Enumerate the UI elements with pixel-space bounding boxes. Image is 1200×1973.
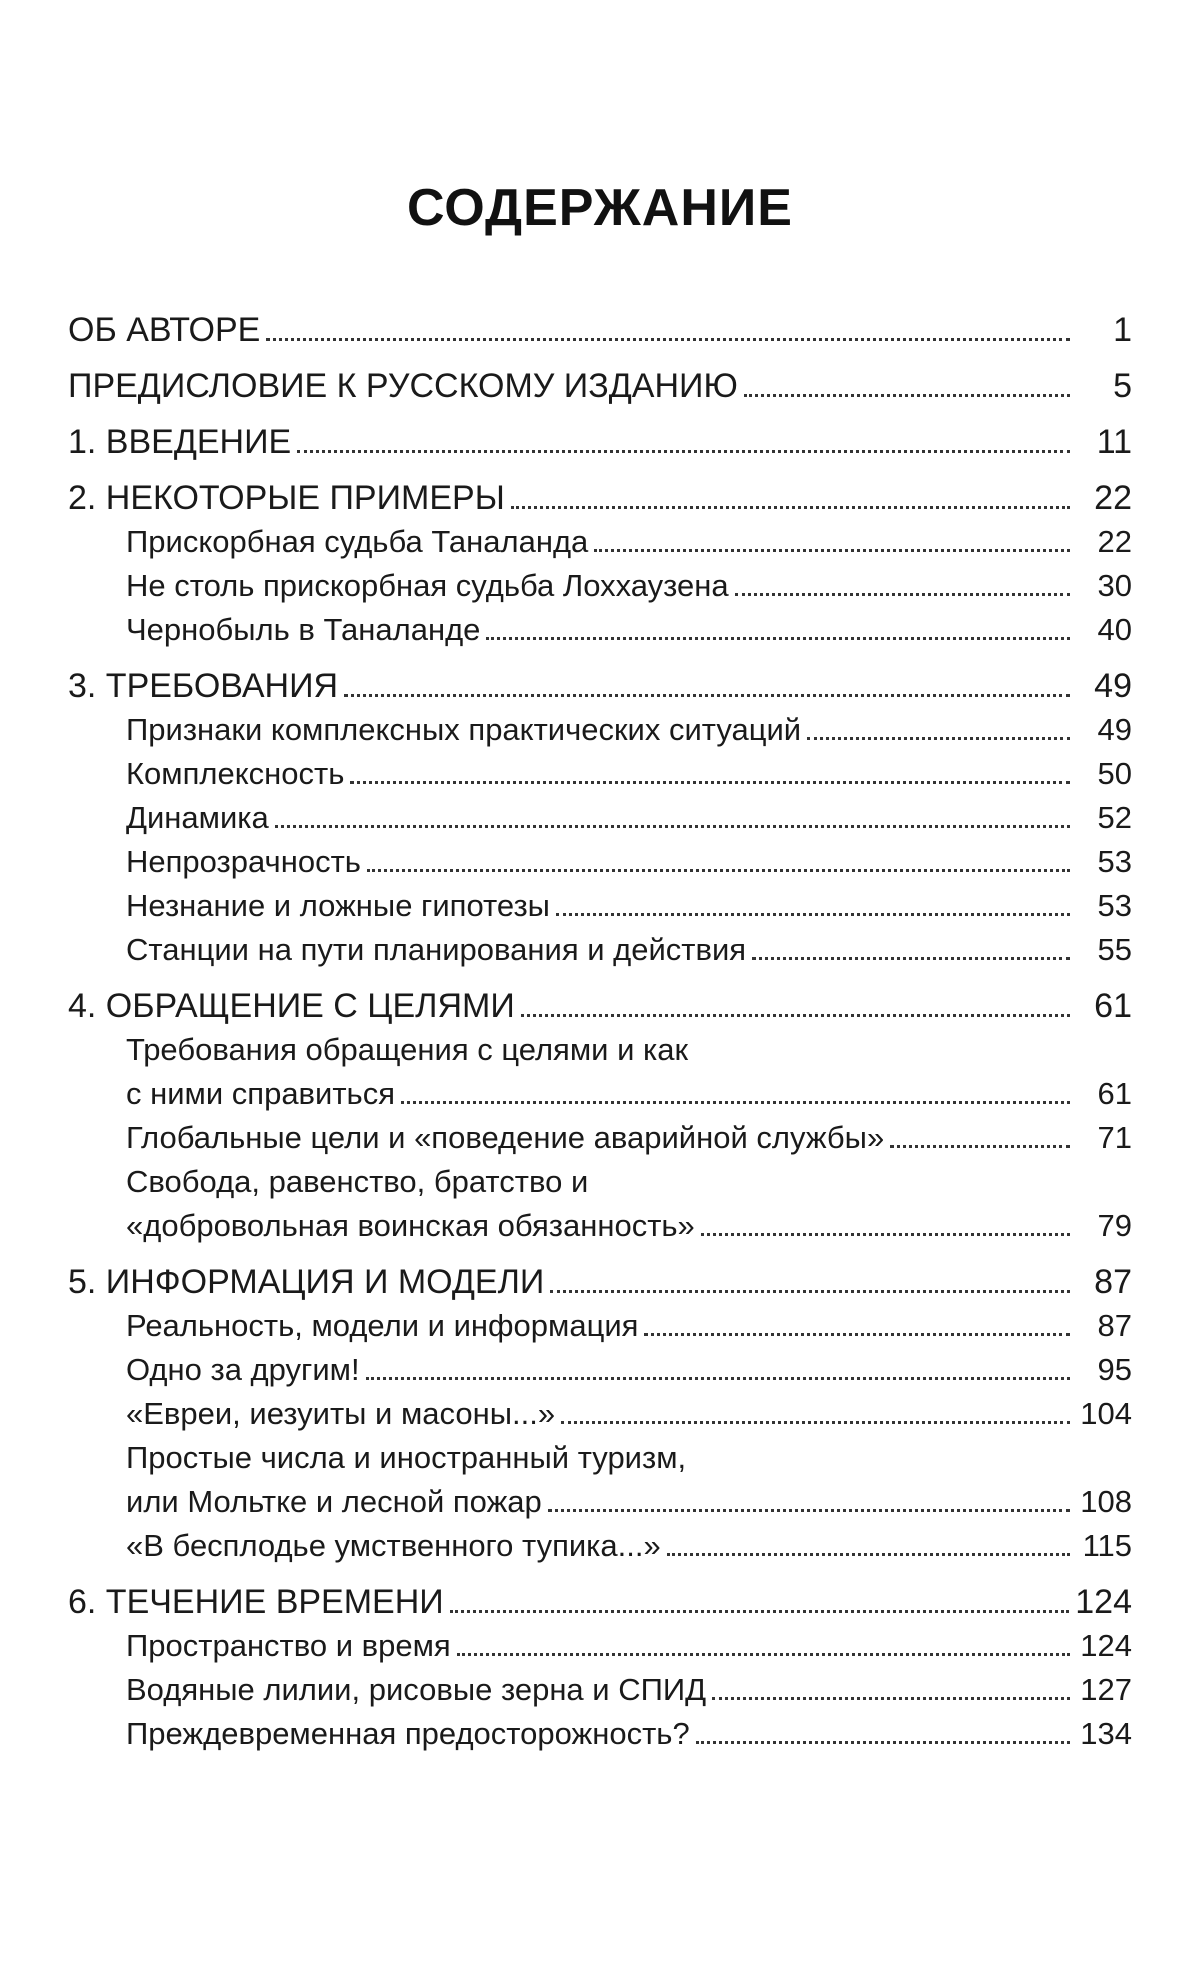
toc-page-number: 124 [1075, 1583, 1132, 1621]
toc-entry-label: «В бесплодье умственного тупика...» [126, 1528, 661, 1563]
toc-entry-label: Преждевременная предосторожность? [126, 1716, 690, 1751]
toc-entry-label: Требования обращения с целями и как [126, 1032, 689, 1067]
toc-entry-label: Не столь прискорбная судьба Лоххаузена [126, 568, 729, 603]
dot-leader [367, 869, 1070, 872]
dot-leader [667, 1553, 1070, 1556]
toc-entry-label: 6. ТЕЧЕНИЕ ВРЕМЕНИ [68, 1583, 444, 1621]
dot-leader [344, 694, 1070, 697]
dot-leader [457, 1653, 1070, 1656]
toc-section-entry [68, 608, 1132, 652]
toc-section-entry [68, 796, 1132, 840]
toc-page-number: 30 [1097, 568, 1132, 603]
toc-entry-label: ОБ АВТОРЕ [68, 311, 261, 349]
toc-entry-label: Комплексность [126, 756, 345, 791]
toc-chapter-entry [68, 308, 1132, 352]
toc-page-number: 50 [1097, 756, 1132, 791]
dot-leader [450, 1610, 1070, 1613]
page-title: СОДЕРЖАНИЕ [407, 179, 793, 237]
toc-page-number: 134 [1080, 1716, 1132, 1751]
toc-entry-label: или Мольтке и лесной пожар [126, 1484, 542, 1519]
toc-page-number: 87 [1097, 1308, 1132, 1343]
toc-page-number: 61 [1094, 987, 1132, 1025]
toc-entry-label: «добровольная воинская обязанность» [126, 1208, 695, 1243]
table-of-contents [68, 308, 1132, 1756]
dot-leader [807, 737, 1070, 740]
toc-section-entry [68, 1668, 1132, 1712]
dot-leader [366, 1377, 1070, 1380]
toc-page-number: 104 [1080, 1396, 1132, 1431]
toc-page-number: 49 [1097, 712, 1132, 747]
toc-entry-label: Станции на пути планирования и действия [126, 932, 747, 967]
dot-leader [521, 1014, 1070, 1017]
toc-entry-label: Глобальные цели и «поведение аварийной службы» [126, 1120, 885, 1155]
toc-page-number: 55 [1097, 932, 1132, 967]
toc-section-entry [68, 1392, 1132, 1436]
toc-entry-label: Свобода, равенство, братство и [126, 1164, 589, 1199]
dot-leader [752, 957, 1070, 960]
toc-section-entry [68, 1160, 1132, 1204]
toc-entry-label: 1. ВВЕДЕНИЕ [68, 423, 292, 461]
toc-chapter-entry [68, 1260, 1132, 1304]
toc-section-entry [68, 1624, 1132, 1668]
toc-section-entry [68, 1712, 1132, 1756]
dot-leader [594, 549, 1070, 552]
toc-page-number: 40 [1097, 612, 1132, 647]
toc-page-number: 49 [1094, 667, 1132, 705]
toc-entry-label: Незнание и ложные гипотезы [126, 888, 550, 923]
dot-leader [890, 1145, 1070, 1148]
toc-page-number: 87 [1094, 1263, 1132, 1301]
toc-chapter-entry [68, 1580, 1132, 1624]
toc-entry-label: 3. ТРЕБОВАНИЯ [68, 667, 339, 705]
dot-leader [350, 781, 1070, 784]
dot-leader [275, 825, 1070, 828]
toc-entry-label: Динамика [126, 800, 269, 835]
dot-leader [511, 506, 1070, 509]
toc-entry-label: Непрозрачность [126, 844, 361, 879]
dot-leader [266, 338, 1070, 341]
toc-page-number: 127 [1080, 1672, 1132, 1707]
toc-section-entry [68, 564, 1132, 608]
dot-leader [486, 637, 1070, 640]
toc-entry-label: 4. ОБРАЩЕНИЕ С ЦЕЛЯМИ [68, 987, 515, 1025]
dot-leader [735, 593, 1070, 596]
toc-page-number: 11 [1096, 423, 1132, 461]
toc-page-number: 22 [1094, 479, 1132, 517]
toc-section-entry [68, 752, 1132, 796]
toc-chapter-entry [68, 664, 1132, 708]
toc-section-entry [68, 1028, 1132, 1072]
toc-page-number: 52 [1097, 800, 1132, 835]
toc-page-number: 115 [1082, 1528, 1132, 1563]
toc-entry-label: Чернобыль в Таналанде [126, 612, 481, 647]
toc-section-entry [68, 1348, 1132, 1392]
toc-entry-label: Простые числа и иностранный туризм, [126, 1440, 687, 1475]
dot-leader [644, 1333, 1070, 1336]
toc-section-entry [68, 1072, 1132, 1116]
toc-entry-label: ПРЕДИСЛОВИЕ К РУССКОМУ ИЗДАНИЮ [68, 367, 738, 405]
toc-entry-label: Прискорбная судьба Таналанда [126, 524, 589, 559]
toc-page-number: 53 [1097, 844, 1132, 879]
toc-page-number: 79 [1097, 1208, 1132, 1243]
dot-leader [696, 1741, 1070, 1744]
toc-chapter-entry [68, 476, 1132, 520]
toc-page-number: 124 [1080, 1628, 1132, 1663]
toc-page-number: 71 [1097, 1120, 1132, 1155]
toc-section-entry [68, 1436, 1132, 1480]
toc-section-entry [68, 520, 1132, 564]
toc-section-entry [68, 1116, 1132, 1160]
toc-entry-label: «Евреи, иезуиты и масоны...» [126, 1396, 556, 1431]
toc-page-number: 22 [1097, 524, 1132, 559]
dot-leader [550, 1290, 1070, 1293]
dot-leader [548, 1509, 1070, 1512]
dot-leader [401, 1101, 1070, 1104]
toc-page-number: 108 [1080, 1484, 1132, 1519]
toc-section-entry [68, 928, 1132, 972]
toc-chapter-entry [68, 420, 1132, 464]
toc-page-number: 53 [1097, 888, 1132, 923]
toc-section-entry [68, 840, 1132, 884]
dot-leader [561, 1421, 1070, 1424]
toc-entry-label: 2. НЕКОТОРЫЕ ПРИМЕРЫ [68, 479, 505, 517]
toc-entry-label: Реальность, модели и информация [126, 1308, 639, 1343]
toc-section-entry [68, 884, 1132, 928]
dot-leader [701, 1233, 1070, 1236]
toc-chapter-entry [68, 364, 1132, 408]
toc-entry-label: Пространство и время [126, 1628, 451, 1663]
toc-section-entry [68, 1480, 1132, 1524]
dot-leader [712, 1697, 1070, 1700]
toc-entry-label: Одно за другим! [126, 1352, 360, 1387]
toc-entry-label: с ними справиться [126, 1076, 395, 1111]
toc-entry-label: 5. ИНФОРМАЦИЯ И МОДЕЛИ [68, 1263, 545, 1301]
toc-page-number: 95 [1097, 1352, 1132, 1387]
toc-page-number: 61 [1097, 1076, 1132, 1111]
toc-section-entry [68, 708, 1132, 752]
toc-entry-label: Признаки комплексных практических ситуаций [126, 712, 802, 747]
toc-section-entry [68, 1304, 1132, 1348]
toc-section-entry [68, 1524, 1132, 1568]
dot-leader [297, 450, 1070, 453]
dot-leader [556, 913, 1070, 916]
dot-leader [744, 394, 1070, 397]
toc-entry-label: Водяные лилии, рисовые зерна и СПИД [126, 1672, 707, 1707]
toc-section-entry [68, 1204, 1132, 1248]
toc-chapter-entry [68, 984, 1132, 1028]
toc-page-number: 5 [1113, 367, 1132, 405]
toc-page-number: 1 [1113, 311, 1132, 349]
